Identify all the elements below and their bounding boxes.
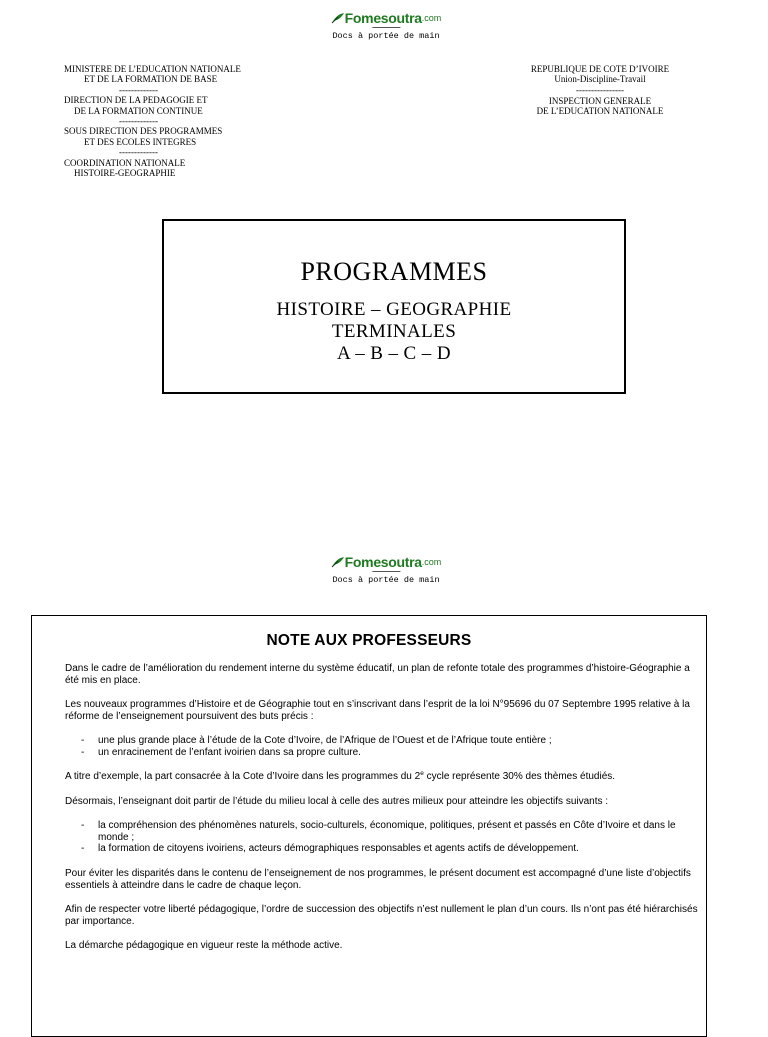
note-paragraph: Dans le cadre de l’amélioration du rendement interne du système éducatif, un plan de refonte totale des programmes d’histoire-Géographie a été mis en place. — [65, 663, 690, 686]
leaf-icon — [331, 12, 345, 24]
header-line: ET DE LA FORMATION DE BASE — [84, 74, 218, 85]
header-separator: ---------------- — [576, 84, 624, 95]
logo-brand-text: Fomesoutra — [344, 10, 422, 26]
header-line: REPUBLIQUE DE COTE D’IVOIRE — [530, 64, 670, 74]
list-item — [65, 820, 705, 844]
note-paragraph: Les nouveaux programmes d’Histoire et de Géographie tout en s’inscrivant dans l’esprit de la loi N°95696 du 07 Septembre 1995 relative à la réforme de l’enseignement poursuivent des buts précis : — [65, 699, 690, 722]
logo-underline — [371, 27, 400, 30]
list-item-text: une plus grande place à l’étude de la Cote d’Ivoire, de l’Afrique de l’Ouest et de l’Afrique toute entière ; — [98, 735, 552, 747]
logo-domain-text: .com — [421, 557, 442, 567]
note-paragraph — [65, 771, 705, 783]
header-line: DE LA FORMATION CONTINUE — [74, 105, 203, 116]
note-box — [31, 615, 707, 1037]
header-line: Union-Discipline-Travail — [554, 74, 646, 85]
title-box — [162, 219, 626, 394]
list-item-text: un enracinement de l’enfant ivoirien dans sa propre culture. — [98, 746, 361, 758]
logo-tagline: Docs à portée de main — [332, 31, 440, 41]
header-line: DE L’EDUCATION NATIONALE — [536, 106, 664, 117]
objectives-list — [65, 820, 705, 855]
logo-brand-text: Fomesoutra — [344, 554, 422, 570]
list-item — [65, 735, 705, 747]
list-item-text: la formation de citoyens ivoiriens, acteurs démographiques responsables et agents actifs de développement. — [98, 843, 579, 855]
superscript: e — [420, 770, 424, 778]
logo-tagline: Docs à portée de main — [332, 575, 440, 585]
list-item — [65, 843, 705, 855]
header-line: MINISTERE DE L’EDUCATION NATIONALE — [64, 64, 241, 74]
logo-underline — [371, 571, 400, 574]
header-separator: ------------- — [119, 84, 158, 95]
header-line: ET DES ECOLES INTEGRES — [84, 136, 197, 147]
page-title: PROGRAMMES — [300, 257, 488, 286]
bullet-dash: - — [81, 746, 85, 758]
goals-list — [65, 735, 705, 759]
series-title: A – B – C – D — [337, 343, 451, 364]
bullet-dash: - — [81, 735, 85, 747]
header-separator: ------------- — [119, 147, 158, 158]
bullet-dash: - — [81, 819, 85, 831]
header-line: SOUS DIRECTION DES PROGRAMMES — [64, 126, 223, 137]
list-item-text: la compréhension des phénomènes naturels, socio-culturels, économique, politiques, présent et passés en Côte d’Ivoire et dans le monde ; — [98, 819, 676, 843]
site-logo-bottom[interactable] — [316, 553, 456, 585]
note-paragraph: Afin de respecter votre liberté pédagogique, l’ordre de succession des objectifs n’est nullement le plan d’un cours. Ils n’ont pas été hiérarchisés par importance. — [65, 903, 698, 927]
note-paragraph: La démarche pédagogique en vigueur reste la méthode active. — [65, 939, 343, 951]
note-text: cycle représente 30% des thèmes étudiés. — [423, 771, 616, 783]
note-paragraph: Désormais, l’enseignant doit partir de l’étude du milieu local à celle des autres milieux pour atteindre les objectifs suivants : — [65, 795, 609, 807]
note-text: A titre d’exemple, la part consacrée à la Cote d’Ivoire dans les programmes du 2 — [65, 771, 421, 783]
header-right-republic — [512, 64, 688, 117]
list-item — [65, 747, 705, 759]
bullet-dash: - — [81, 843, 85, 855]
header-line: HISTOIRE-GEOGRAPHIE — [74, 168, 176, 179]
header-separator: ------------- — [119, 116, 158, 127]
header-left-ministry — [64, 64, 241, 178]
site-logo-top[interactable] — [316, 9, 456, 41]
subject-title: HISTOIRE – GEOGRAPHIE — [276, 299, 512, 320]
leaf-icon — [331, 556, 345, 568]
note-body — [65, 663, 705, 964]
note-paragraph: Pour éviter les disparités dans le contenu de l’enseignement de nos programmes, le présent document est accompagné d’une liste d’objectifs essentiels à atteindre dans le cadre de chaque leçon. — [65, 867, 691, 891]
note-title: NOTE AUX PROFESSEURS — [266, 632, 472, 649]
header-line: COORDINATION NATIONALE — [64, 157, 186, 168]
header-line: DIRECTION DE LA PEDAGOGIE ET — [64, 95, 208, 106]
logo-domain-text: .com — [421, 13, 442, 23]
header-line: INSPECTION GENERALE — [548, 95, 652, 106]
level-title: TERMINALES — [331, 321, 457, 342]
